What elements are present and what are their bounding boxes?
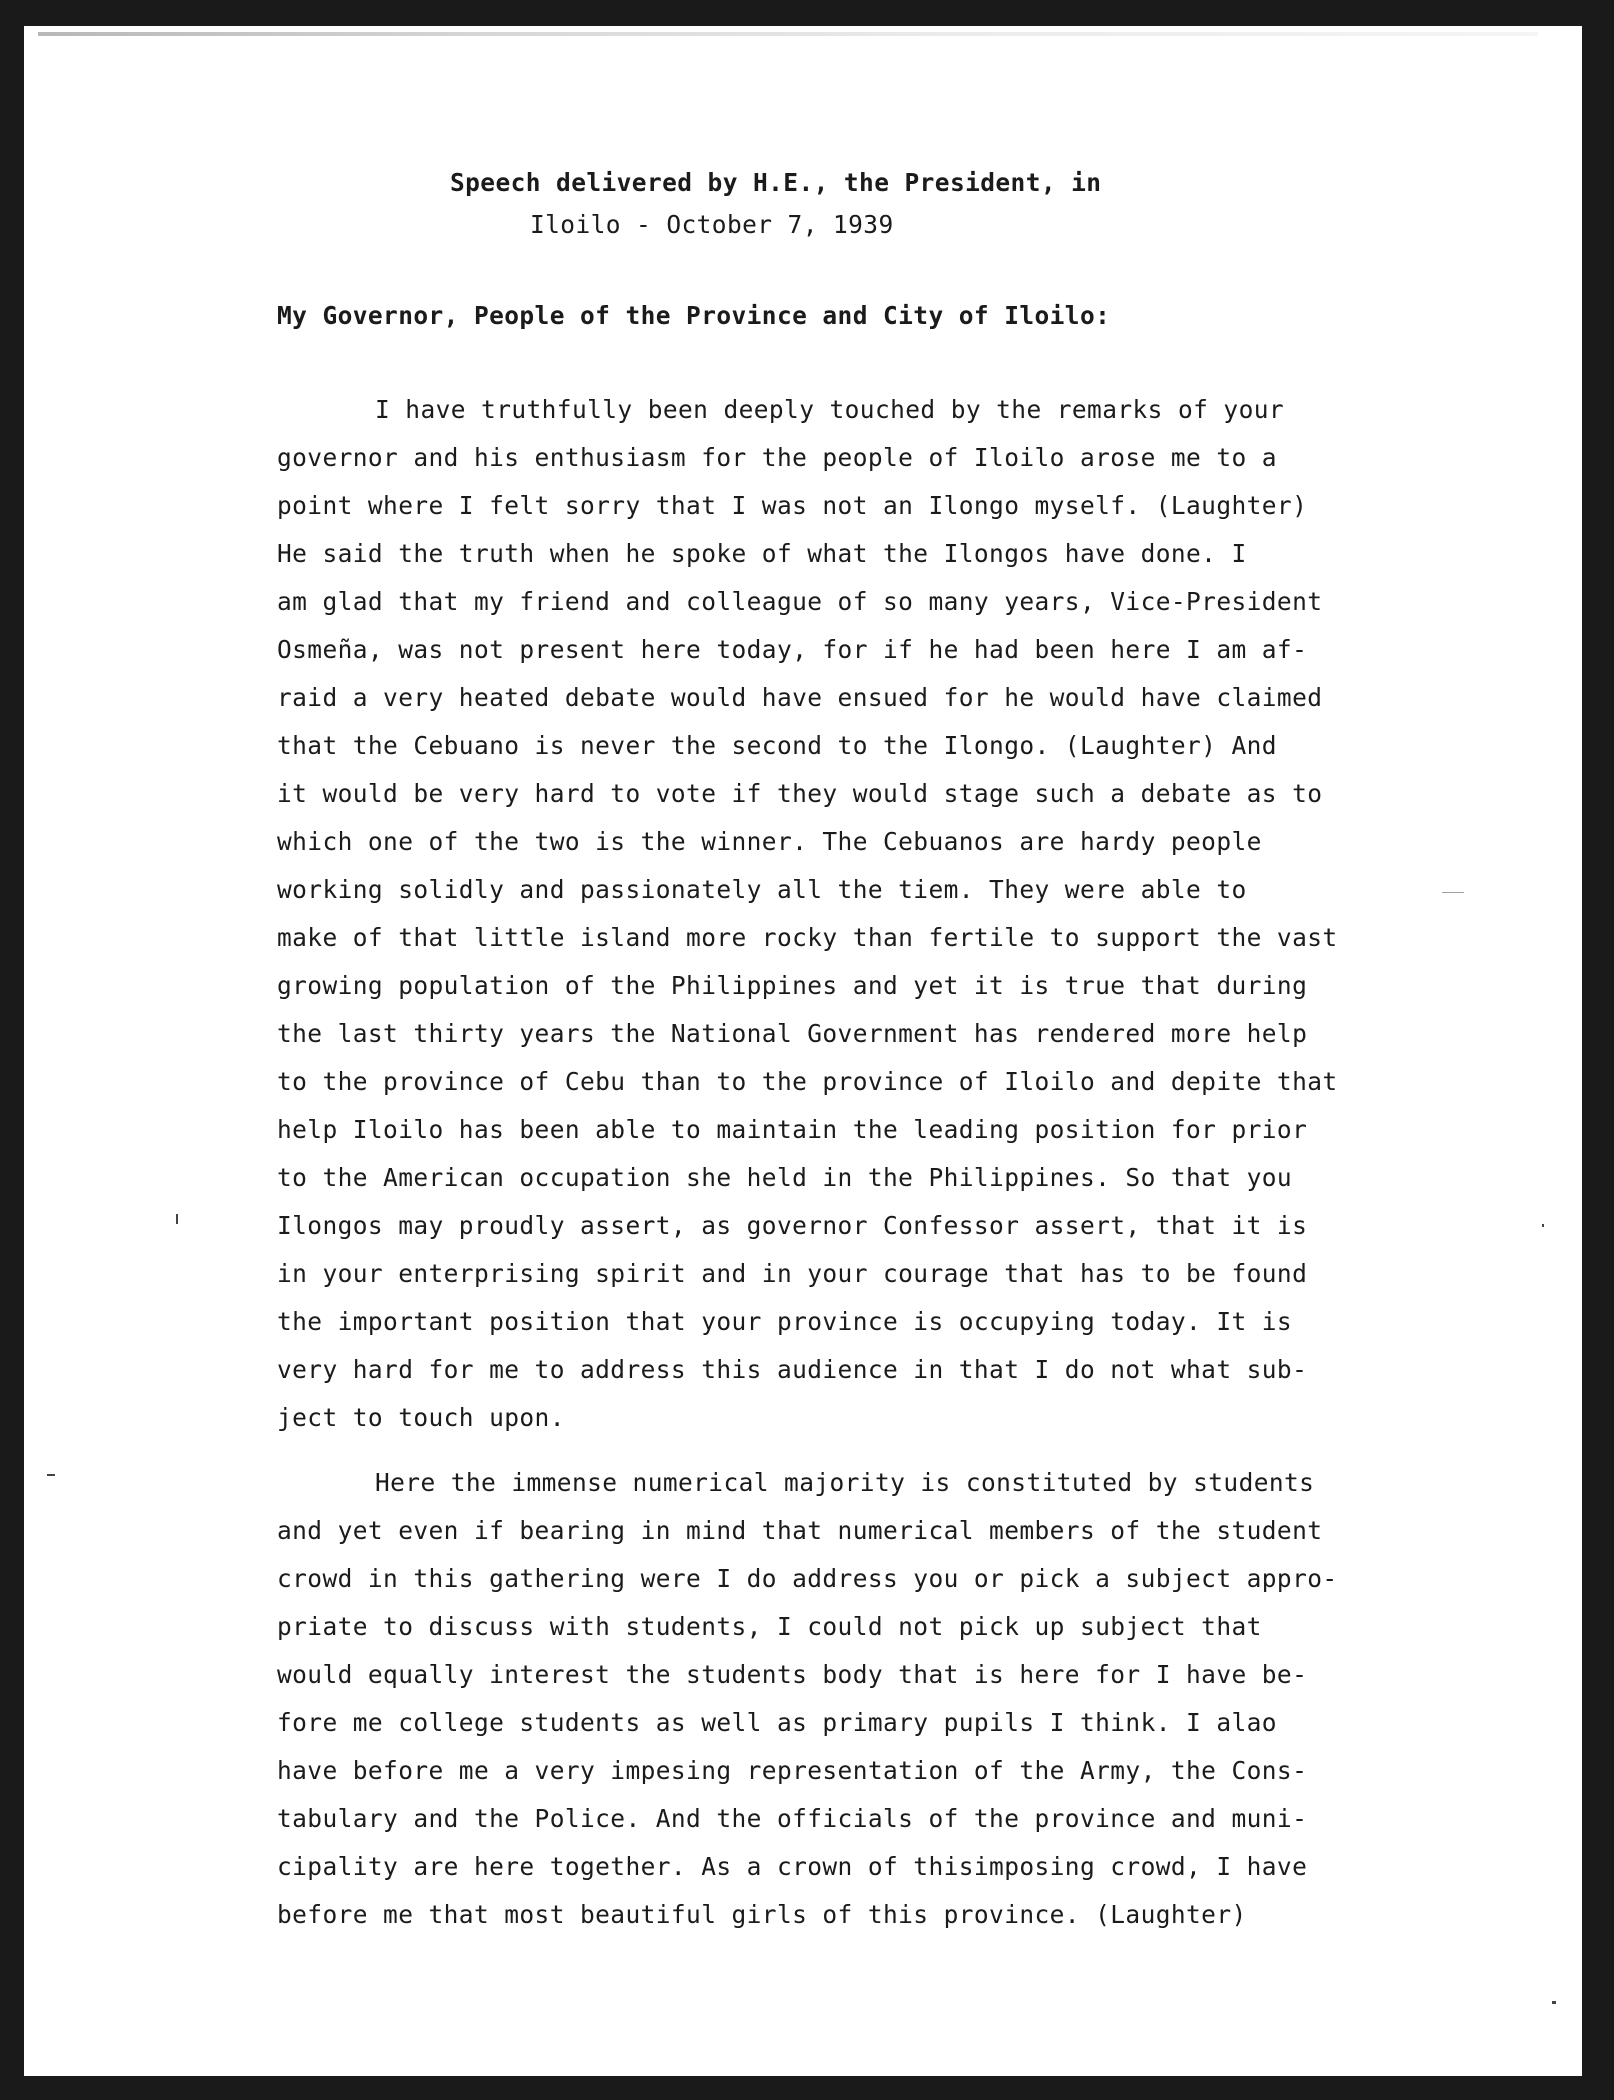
- text-line: to the American occupation she held in the Philippines. So that you: [277, 1163, 1293, 1192]
- text-line: Osmeña, was not present here today, for if he had been here I am af-: [277, 635, 1308, 664]
- text-line: very hard for me to address this audience in that I do not what sub-: [277, 1355, 1308, 1384]
- scan-speck: [1542, 1224, 1544, 1227]
- text-line: the important position that your province is occupying today. It is: [277, 1307, 1293, 1336]
- scanned-page: [24, 26, 1582, 2076]
- text-line: to the province of Cebu than to the province of Iloilo and depite that: [277, 1067, 1338, 1096]
- text-line: I have truthfully been deeply touched by the remarks of your: [375, 395, 1285, 424]
- text-line: which one of the two is the winner. The Cebuanos are hardy people: [277, 827, 1262, 856]
- text-line: crowd in this gathering were I do address you or pick a subject appro-: [277, 1564, 1338, 1593]
- text-line: help Iloilo has been able to maintain the leading position for prior: [277, 1115, 1308, 1144]
- text-line: priate to discuss with students, I could not pick up subject that: [277, 1612, 1262, 1641]
- salutation: My Governor, People of the Province and City of Iloilo:: [277, 301, 1111, 330]
- text-line: make of that little island more rocky than fertile to support the vast: [277, 923, 1338, 952]
- scan-speck: [1442, 892, 1464, 893]
- paragraph-1: [277, 386, 1417, 1442]
- scan-speck: [176, 1214, 178, 1224]
- title-line-2: Iloilo - October 7, 1939: [530, 210, 894, 239]
- text-line: in your enterprising spirit and in your courage that has to be found: [277, 1259, 1308, 1288]
- text-line: have before me a very impesing representation of the Army, the Cons-: [277, 1756, 1308, 1785]
- text-line: He said the truth when he spoke of what the Ilongos have done. I: [277, 539, 1247, 568]
- text-line: that the Cebuano is never the second to the Ilongo. (Laughter) And: [277, 731, 1277, 760]
- text-line: it would be very hard to vote if they would stage such a debate as to: [277, 779, 1323, 808]
- text-line: fore me college students as well as primary pupils I think. I alao: [277, 1708, 1277, 1737]
- scan-speck: [1552, 2001, 1556, 2004]
- text-line: Here the immense numerical majority is constituted by students: [375, 1468, 1315, 1497]
- text-line: and yet even if bearing in mind that numerical members of the student: [277, 1516, 1323, 1545]
- text-line: Ilongos may proudly assert, as governor Confessor assert, that it is: [277, 1211, 1308, 1240]
- text-line: point where I felt sorry that I was not an Ilongo myself. (Laughter): [277, 491, 1308, 520]
- paragraph-2: [277, 1459, 1417, 1939]
- text-line: tabulary and the Police. And the officials of the province and muni-: [277, 1804, 1308, 1833]
- text-line: cipality are here together. As a crown of thisimposing crowd, I have: [277, 1852, 1308, 1881]
- text-line: growing population of the Philippines and yet it is true that during: [277, 971, 1308, 1000]
- title-line-1: Speech delivered by H.E., the President, in: [450, 168, 1102, 197]
- scan-edge-artifact: [38, 32, 1538, 36]
- speech-document: [277, 162, 1417, 1939]
- text-line: before me that most beautiful girls of this province. (Laughter): [277, 1900, 1247, 1929]
- text-line: am glad that my friend and colleague of so many years, Vice-President: [277, 587, 1323, 616]
- scan-speck: [47, 1474, 55, 1476]
- text-line: would equally interest the students body that is here for I have be-: [277, 1660, 1308, 1689]
- document-title: [277, 162, 1417, 246]
- text-line: the last thirty years the National Government has rendered more help: [277, 1019, 1308, 1048]
- text-line: ject to touch upon.: [277, 1403, 565, 1432]
- text-line: working solidly and passionately all the tiem. They were able to: [277, 875, 1247, 904]
- text-line: raid a very heated debate would have ensued for he would have claimed: [277, 683, 1323, 712]
- text-line: governor and his enthusiasm for the people of Iloilo arose me to a: [277, 443, 1277, 472]
